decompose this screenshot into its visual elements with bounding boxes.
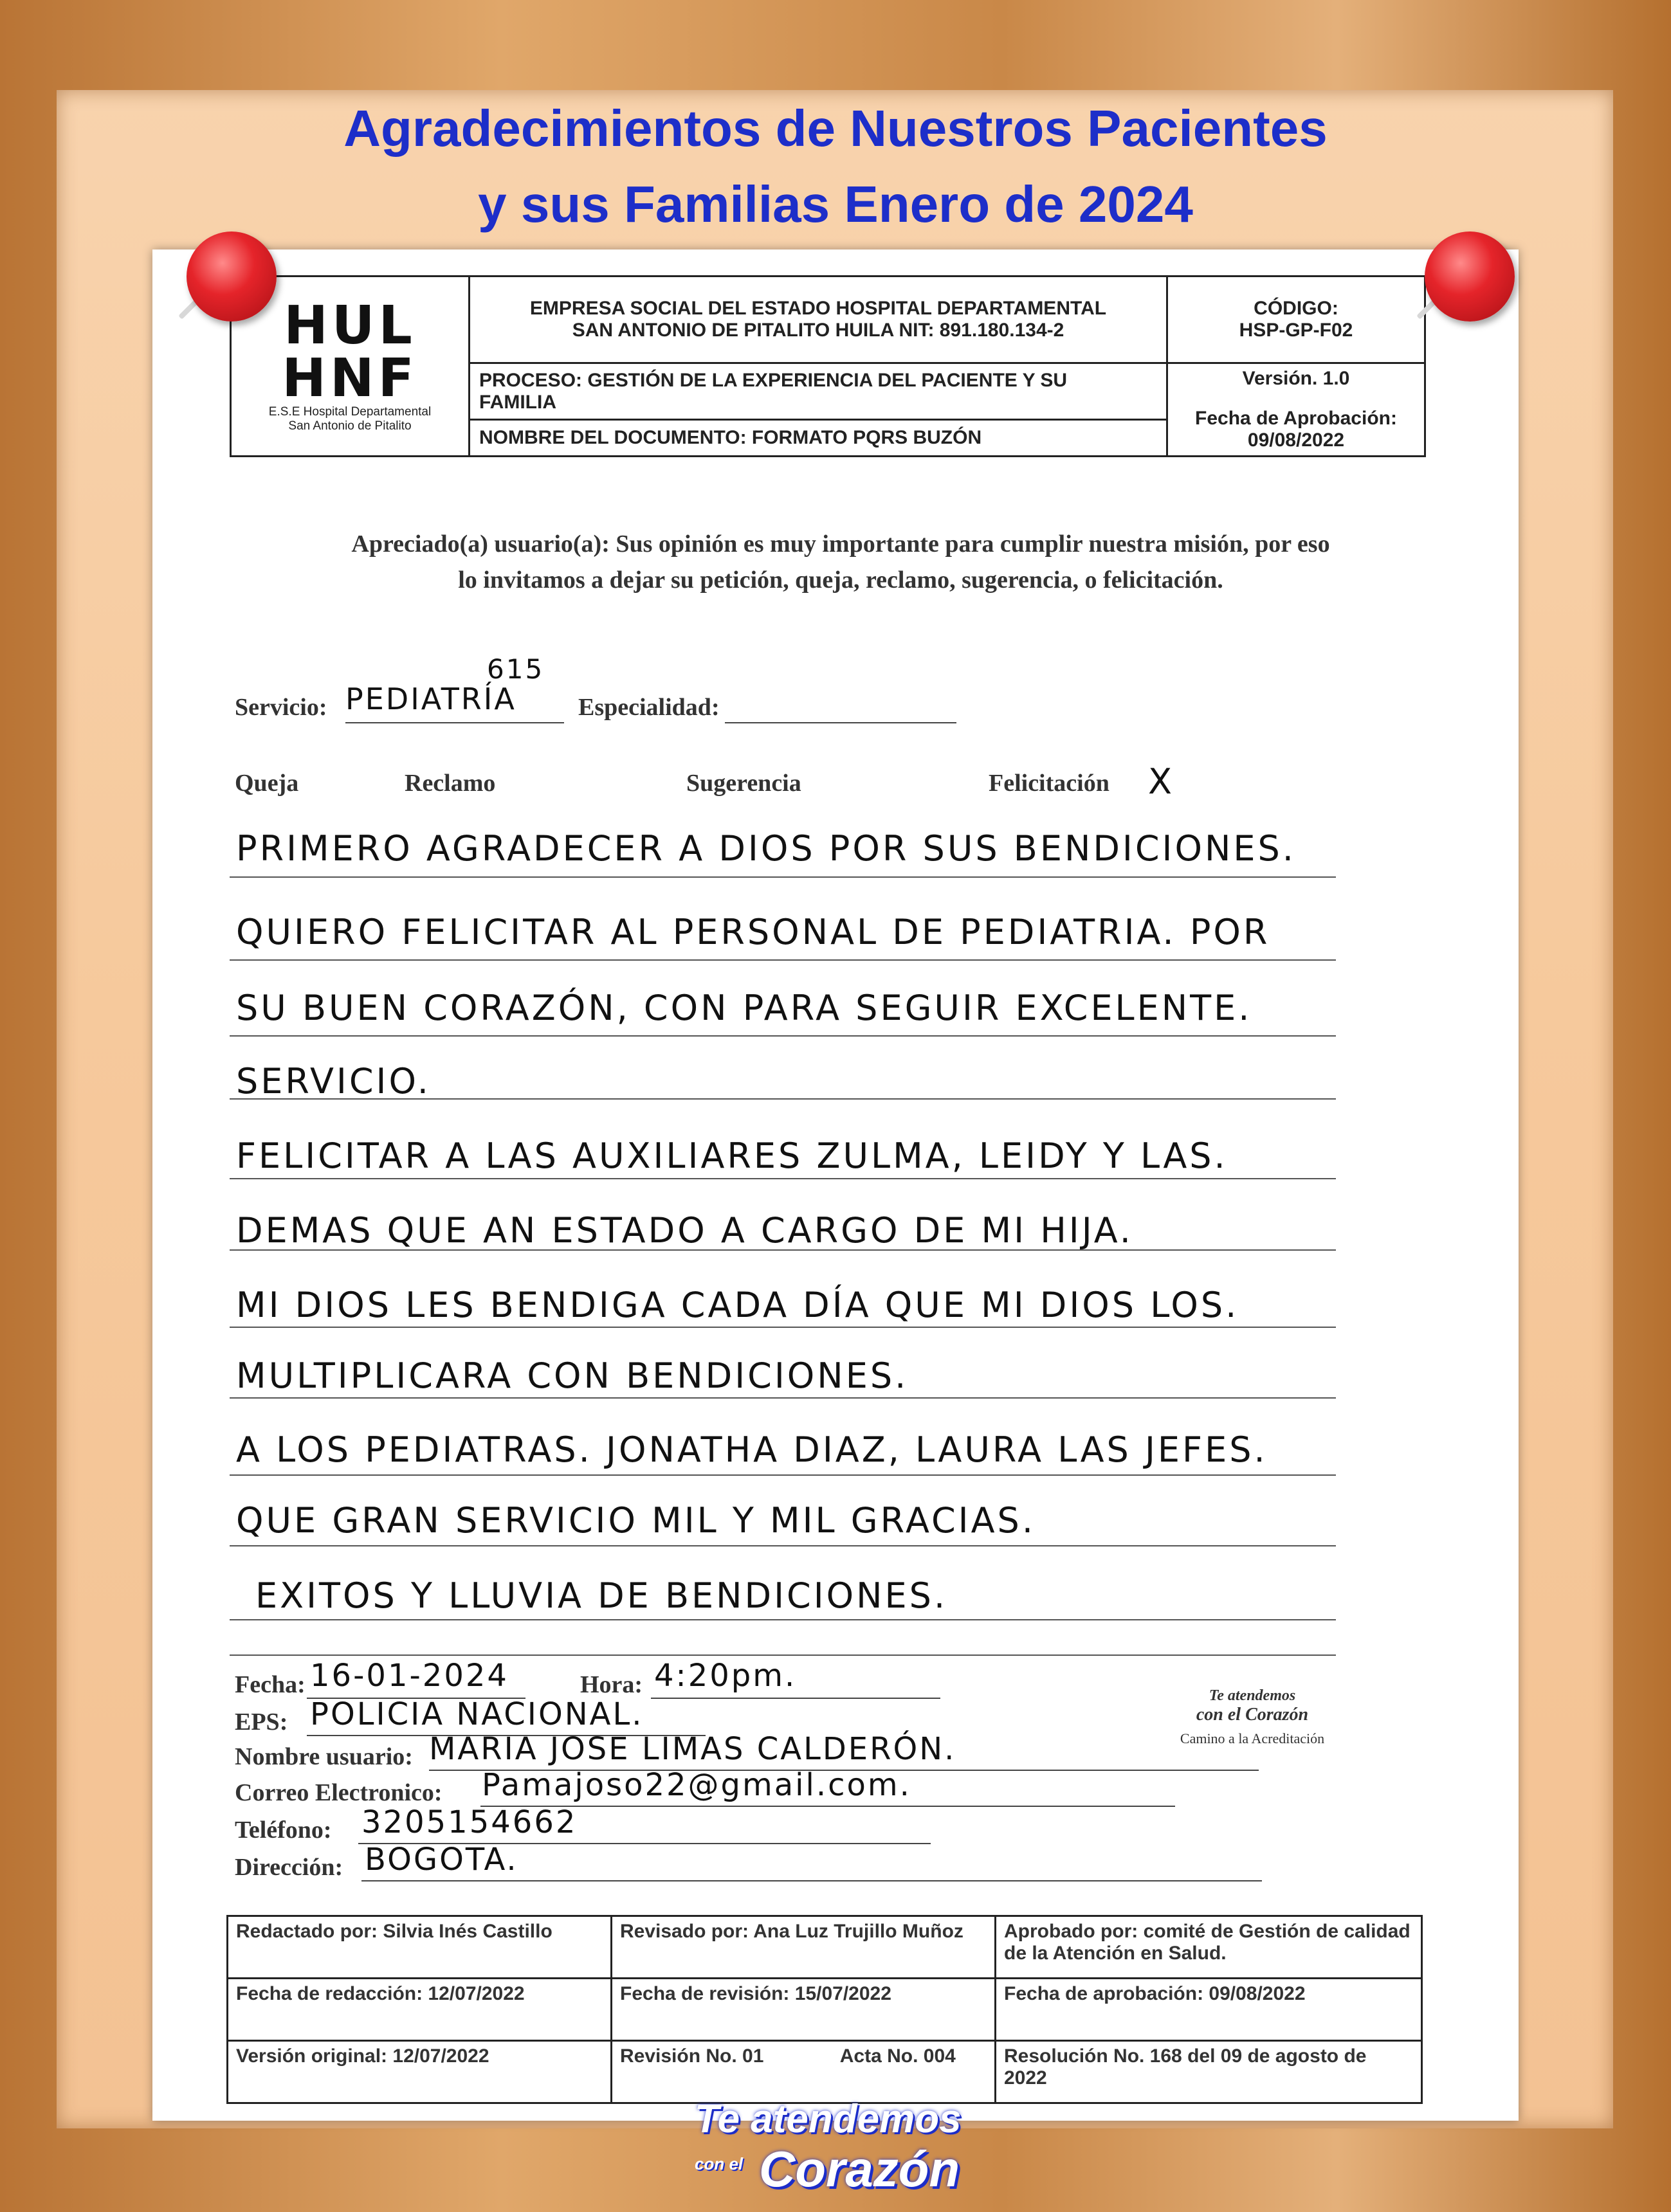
hora-underline <box>651 1698 940 1699</box>
badge-line-2: con el <box>695 2154 744 2173</box>
logo-mark: HUL HNF <box>282 295 418 409</box>
process-line-1: PROCESO: GESTIÓN DE LA EXPERIENCIA DEL PACIENTE Y SU <box>479 369 1068 391</box>
footer-redactado: Redactado por: Silvia Inés Castillo <box>228 1916 612 1979</box>
type-sugerencia[interactable]: Sugerencia <box>686 770 801 797</box>
message-rule <box>230 1098 1336 1100</box>
footer-fecha-revision: Fecha de revisión: 15/07/2022 <box>612 1979 996 2041</box>
poster-title-line1: Agradecimientos de Nuestros Pacientes <box>343 100 1328 157</box>
service-extra: 615 <box>487 653 545 685</box>
approval-date: 09/08/2022 <box>1247 430 1345 451</box>
message-rule <box>230 1249 1336 1251</box>
footer-acta-no: Acta No. 004 <box>839 2045 956 2067</box>
version-text: Versión. 1.0 <box>1242 368 1350 389</box>
direccion-label: Dirección: <box>235 1854 343 1881</box>
fecha-value[interactable]: 16-01-2024 <box>310 1658 509 1694</box>
message-rule <box>230 959 1336 961</box>
message-line: PRIMERO AGRADECER A DIOS POR SUS BENDICIONES. <box>236 828 1296 869</box>
document-name: NOMBRE DEL DOCUMENTO: FORMATO PQRS BUZÓN <box>470 420 1167 457</box>
accreditation-line-1: Te atendemos <box>1209 1687 1296 1704</box>
message-line: SU BUEN CORAZÓN, CON PARA SEGUIR EXCELENTE. <box>236 988 1252 1028</box>
pqrs-form-sheet <box>152 249 1519 2121</box>
footer-version-original: Versión original: 12/07/2022 <box>228 2041 612 2103</box>
hora-label: Hora: <box>580 1671 643 1698</box>
footer-revisado: Revisado por: Ana Luz Trujillo Muñoz <box>612 1916 996 1979</box>
footer-fecha-redaccion: Fecha de redacción: 12/07/2022 <box>228 1979 612 2041</box>
document-header <box>230 275 1426 457</box>
company-line-2: SAN ANTONIO DE PITALITO HUILA NIT: 891.180.134-2 <box>572 320 1064 341</box>
document-footer <box>226 1915 1423 2104</box>
logo-subtitle-1: E.S.E Hospital Departamental <box>268 404 432 419</box>
intro-text <box>242 526 1439 598</box>
telefono-label: Teléfono: <box>235 1817 332 1844</box>
service-label: Servicio: <box>235 694 327 721</box>
correo-label: Correo Electronico: <box>235 1779 443 1806</box>
message-line: MULTIPLICARA CON BENDICIONES. <box>236 1355 909 1396</box>
telefono-value[interactable]: 3205154662 <box>361 1804 578 1840</box>
pushpin-head <box>187 231 277 322</box>
service-underline <box>345 722 564 723</box>
message-rule <box>230 1397 1336 1399</box>
correo-value[interactable]: Pamajoso22@gmail.com. <box>482 1767 911 1803</box>
company-name <box>470 276 1167 363</box>
direccion-value[interactable]: BOGOTA. <box>365 1842 518 1878</box>
footer-fecha-aprobacion: Fecha de aprobación: 09/08/2022 <box>996 1979 1422 2041</box>
eps-label: EPS: <box>235 1709 288 1736</box>
footer-revision-no: Revisión No. 01 <box>620 2045 764 2067</box>
pushpin-right-icon <box>1399 219 1528 347</box>
approval-label: Fecha de Aprobación: <box>1195 408 1397 429</box>
message-line: SERVICIO. <box>236 1061 431 1101</box>
pushpin-left-icon <box>161 219 289 347</box>
message-line: EXITOS Y LLUVIA DE BENDICIONES. <box>255 1575 948 1616</box>
message-line: QUE GRAN SERVICIO MIL Y MIL GRACIAS. <box>236 1500 1036 1541</box>
message-rule <box>230 1654 1336 1656</box>
type-queja[interactable]: Queja <box>235 770 299 797</box>
footer-aprobado: Aprobado por: comité de Gestión de calidad de la Atención en Salud. <box>996 1916 1422 1979</box>
message-rule <box>230 1178 1336 1179</box>
code-value: HSP-GP-F02 <box>1239 320 1353 341</box>
type-felicitacion[interactable]: Felicitación <box>989 770 1109 797</box>
nombre-value[interactable]: MARIA JOSE LIMAS CALDERÓN. <box>429 1731 956 1767</box>
intro-line-2: lo invitamos a dejar su petición, queja, reclamo, sugerencia, o felicitación. <box>458 567 1223 594</box>
logo-subtitle-2: San Antonio de Pitalito <box>288 419 412 433</box>
intro-line-1: Apreciado(a) usuario(a): Sus opinión es muy importante para cumplir nuestra misión, por eso <box>351 530 1330 558</box>
footer-resolucion: Resolución No. 168 del 09 de agosto de 2022 <box>996 2041 1422 2103</box>
specialty-label: Especialidad: <box>578 694 720 721</box>
accreditation-line-2: con el Corazón <box>1196 1705 1309 1725</box>
fecha-label: Fecha: <box>235 1671 306 1698</box>
process-name <box>470 363 1167 420</box>
te-atendemos-badge <box>682 2090 991 2212</box>
service-value[interactable]: PEDIATRÍA <box>345 682 516 716</box>
eps-value[interactable]: POLICIA NACIONAL. <box>310 1696 644 1732</box>
badge-line-3: Corazón <box>759 2141 960 2197</box>
message-line: A LOS PEDIATRAS. JONATHA DIAZ, LAURA LAS JEFES. <box>236 1429 1268 1470</box>
message-rule <box>230 1619 1336 1620</box>
message-rule <box>230 1327 1336 1328</box>
version-approval <box>1167 363 1425 457</box>
type-reclamo[interactable]: Reclamo <box>405 770 496 797</box>
message-rule <box>230 876 1336 878</box>
badge-line-1: Te atendemos <box>695 2097 962 2141</box>
message-rule <box>230 1035 1336 1037</box>
message-line: DEMAS QUE AN ESTADO A CARGO DE MI HIJA. <box>236 1210 1133 1251</box>
direccion-underline <box>361 1880 1262 1881</box>
message-rule <box>230 1545 1336 1546</box>
message-line: MI DIOS LES BENDIGA CADA DÍA QUE MI DIOS LOS. <box>236 1285 1239 1325</box>
message-line: QUIERO FELICITAR AL PERSONAL DE PEDIATRIA. POR <box>236 912 1270 952</box>
message-line: FELICITAR A LAS AUXILIARES ZULMA, LEIDY Y LAS. <box>236 1136 1228 1176</box>
accreditation-line-3: Camino a la Acreditación <box>1180 1730 1325 1746</box>
nombre-label: Nombre usuario: <box>235 1743 413 1770</box>
company-line-1: EMPRESA SOCIAL DEL ESTADO HOSPITAL DEPARTAMENTAL <box>529 298 1107 319</box>
pushpin-head <box>1425 231 1515 322</box>
hora-value[interactable]: 4:20pm. <box>654 1658 797 1694</box>
specialty-underline[interactable] <box>725 722 956 723</box>
code-label: CÓDIGO: <box>1254 298 1338 319</box>
poster-title-line2: y sus Familias Enero de 2024 <box>478 176 1193 233</box>
document-code <box>1167 276 1425 363</box>
message-rule <box>230 1474 1336 1476</box>
process-line-2: FAMILIA <box>479 391 556 413</box>
felicitacion-checkmark: X <box>1148 761 1174 802</box>
accreditation-stamp <box>1162 1687 1342 1747</box>
correo-underline <box>480 1806 1175 1807</box>
